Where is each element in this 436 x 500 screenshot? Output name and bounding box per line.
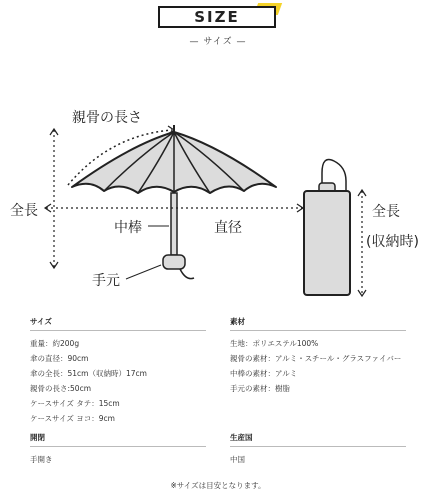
page-title: SIZE [158, 6, 276, 28]
spec-row: 中国 [230, 455, 245, 464]
spec-row: 中棒の素材：アルミ [230, 369, 298, 378]
header [0, 0, 436, 60]
size-section [30, 316, 206, 426]
spec-row: 傘の全長：51cm（収納時）17cm [30, 369, 147, 378]
spec-row: 親骨の素材：アルミ・スチール・グラスファイバー [230, 354, 402, 363]
spec-row: 手開き [30, 455, 53, 464]
rib-length-label: 親骨の長さ [72, 110, 142, 126]
spec-row: 親骨の長さ:50cm [30, 384, 91, 393]
section-title: 生産国 [230, 432, 406, 447]
diameter-label: 直径 [214, 220, 242, 236]
size-note: ※サイズは目安となります。 [170, 481, 266, 490]
material-section [230, 316, 406, 396]
spec-row: 手元の素材：樹脂 [230, 384, 290, 393]
spec-row: ケースサイズ タテ：15cm [30, 399, 120, 408]
umbrella-illustration [0, 95, 436, 310]
section-title: 開閉 [30, 432, 206, 447]
folded-total-length-label: 全長 [372, 204, 400, 220]
shaft-label: 中棒 [114, 220, 142, 236]
origin-section [230, 432, 406, 467]
spec-row: 生地：ポリエステル100% [230, 339, 319, 348]
opening-section [30, 432, 206, 467]
umbrella-diagram [0, 95, 436, 310]
total-length-label: 全長 [10, 203, 38, 219]
folded-state-label: (収納時) [366, 234, 419, 250]
spec-row: 傘の直径：90cm [30, 354, 89, 363]
section-title: 素材 [230, 316, 406, 331]
spec-row: 重量：約200g [30, 339, 80, 348]
page-subtitle: — サイズ — [189, 37, 247, 47]
handle-label: 手元 [92, 273, 120, 289]
spec-row: ケースサイズ ヨコ：9cm [30, 414, 115, 423]
section-title: サイズ [30, 316, 206, 331]
